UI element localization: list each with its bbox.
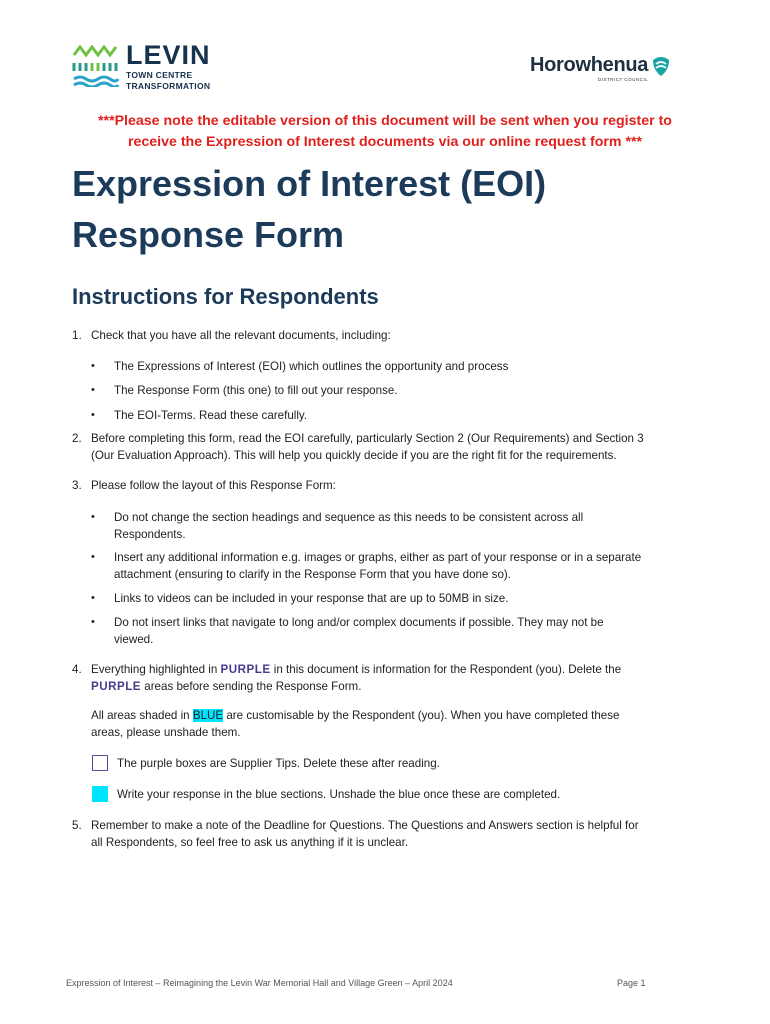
levin-logo-line1: TOWN CENTRE [126, 70, 193, 80]
blue-instructions-line-2: areas, please unshade them. [91, 726, 241, 739]
notice-line-2: receive the Expression of Interest documents via our online request form *** [127, 134, 643, 150]
levin-pattern-icon [72, 45, 120, 87]
instructions-heading: Instructions for Respondents [72, 284, 379, 309]
bullet-marker: • [91, 511, 95, 523]
item-3-bullet-2-line-2: attachment (ensuring to clarify in the Response Form that you have done so). [114, 568, 511, 581]
horowhenua-council-logo [530, 54, 672, 82]
item-3-bullet-2-line-1: Insert any additional information e.g. images or graphs, either as part of your response or in a separate [114, 551, 642, 564]
purple-tip-box-swatch [92, 755, 108, 771]
item-5-number: 5. [72, 819, 82, 832]
page-title [72, 158, 546, 260]
item-1-text: Check that you have all the relevant documents, including: [91, 329, 391, 342]
item-3-bullet-4-line-2: viewed. [114, 633, 154, 646]
blue-line-pre: All areas shaded in [91, 709, 193, 722]
blue-line-post: are customisable by the Respondent (you). When you have completed these [223, 709, 620, 722]
notice-line-1: ***Please note the editable version of this document will be sent when you register to [98, 113, 672, 129]
blue-instructions-line-1 [91, 707, 620, 724]
item-5-line-1: Remember to make a note of the Deadline for Questions. The Questions and Answers section is helpful for [91, 819, 639, 832]
bullet-marker: • [91, 616, 95, 628]
footer-document-title: Expression of Interest – Reimagining the Levin War Memorial Hall and Village Green – April 2024 [66, 978, 453, 988]
item-3-number: 3. [72, 479, 82, 492]
horowhenua-logo-word: Horowhenua [530, 54, 649, 76]
title-line-2: Response Form [72, 214, 345, 255]
item-4-line-1-post: in this document is information for the Respondent (you). Delete the [270, 663, 622, 676]
item-4-line-2 [91, 678, 361, 695]
item-3-text: Please follow the layout of this Response Form: [91, 479, 336, 492]
blue-keyword: BLUE [192, 709, 224, 722]
levin-logo-word: LEVIN [126, 40, 211, 70]
item-3-bullet-4-line-1: Do not insert links that navigate to long and/or complex documents if possible. They may not be [114, 616, 604, 629]
item-2-number: 2. [72, 432, 82, 445]
item-4-number: 4. [72, 663, 82, 676]
item-2-line-2: (Our Evaluation Approach). This will help you quickly decide if you are the right fit for the requirements. [91, 449, 617, 462]
levin-logo-line2: TRANSFORMATION [126, 80, 211, 91]
title-line-1: Expression of Interest (EOI) [72, 163, 547, 204]
bullet-marker: • [91, 551, 95, 563]
bullet-marker: • [91, 384, 95, 396]
item-1-bullet-2: The Response Form (this one) to fill out your response. [114, 384, 398, 397]
item-1-bullet-1: The Expressions of Interest (EOI) which outlines the opportunity and process [114, 360, 509, 373]
purple-keyword: PURPLE [220, 663, 271, 676]
horowhenua-emblem-icon [650, 54, 672, 78]
item-4-line-1 [91, 661, 621, 678]
blue-legend-text: Write your response in the blue sections. Unshade the blue once these are completed. [117, 788, 561, 801]
purple-legend-text: The purple boxes are Supplier Tips. Delete these after reading. [117, 757, 440, 770]
item-1-number: 1. [72, 329, 82, 342]
item-3-bullet-1-line-1: Do not change the section headings and sequence as this needs to be consistent across all [114, 511, 584, 524]
item-1-bullet-3: The EOI-Terms. Read these carefully. [114, 409, 308, 422]
horowhenua-logo-sub: DISTRICT COUNCIL [597, 77, 649, 82]
purple-keyword: PURPLE [91, 680, 142, 693]
item-3-bullet-3: Links to videos can be included in your response that are up to 50MB in size. [114, 592, 509, 605]
levin-town-centre-logo [72, 42, 211, 90]
blue-response-swatch [92, 786, 108, 802]
item-3-bullet-1-line-2: Respondents. [114, 528, 186, 541]
bullet-marker: • [91, 409, 95, 421]
footer-page-number: Page 1 [617, 978, 646, 988]
bullet-marker: • [91, 360, 95, 372]
bullet-marker: • [91, 592, 95, 604]
item-2-line-1: Before completing this form, read the EOI carefully, particularly Section 2 (Our Requirements) and Section 3 [91, 432, 644, 445]
item-4-line-2-post: areas before sending the Response Form. [141, 680, 362, 693]
item-4-line-1-pre: Everything highlighted in [91, 663, 221, 676]
item-5-line-2: all Respondents, so feel free to ask us anything if it is unclear. [91, 836, 409, 849]
editable-version-notice [80, 111, 690, 153]
